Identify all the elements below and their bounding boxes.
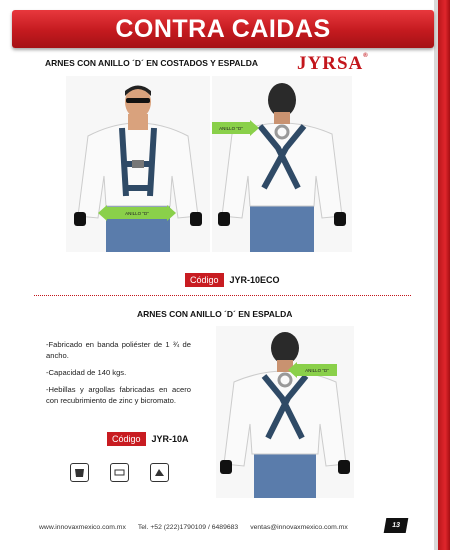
footer-phone: Tel. +52 (222)1790109 / 6489683: [137, 524, 239, 531]
worker-back-illustration-2: [216, 326, 354, 498]
feature-item: -Fabricado en banda poliéster de 1 ¾ de ancho.: [46, 340, 191, 360]
harness-back-only-photo: [216, 326, 354, 498]
d-ring-back-tag: ANILLO "D": [212, 120, 259, 136]
harness-front-photo: [66, 76, 210, 252]
section-divider: [34, 295, 411, 296]
d-ring-back-tag-2: ANILLO "D": [288, 362, 337, 378]
d-ring-sides-tag: ANILLO "D": [98, 205, 176, 221]
page-title: CONTRA CAIDAS: [115, 14, 331, 43]
feature-item: -Capacidad de 140 kgs.: [46, 368, 127, 377]
section1-title: ARNES CON ANILLO ´D´ EN COSTADOS Y ESPALDA: [45, 58, 258, 68]
code-label: Código: [185, 273, 224, 287]
feature-item: -Hebillas y argollas fabricadas en acero con recubrimiento de zinc y bicromato.: [46, 385, 191, 405]
page-number: 13: [384, 518, 409, 533]
section2-code: [107, 432, 189, 446]
footer-web[interactable]: www.innovaxmexico.com.mx: [39, 524, 126, 531]
code-value: JYR-10ECO: [229, 275, 280, 285]
certification-icons: [70, 463, 169, 482]
code-value: JYR-10A: [151, 434, 189, 444]
brand-logo: JYRSA®: [297, 53, 369, 74]
worker-front-illustration: [66, 76, 210, 252]
features-list: [46, 339, 191, 412]
code-label: Código: [107, 432, 146, 446]
certification-icon: [110, 463, 129, 482]
page-header: [12, 10, 434, 48]
glove-icon: [70, 463, 89, 482]
mexico-standard-icon: [150, 463, 169, 482]
section2-title: ARNES CON ANILLO ´D´ EN ESPALDA: [137, 309, 293, 319]
footer: [39, 524, 348, 531]
footer-email[interactable]: ventas@innovaxmexico.com.mx: [250, 524, 348, 531]
worker-back-illustration: [212, 76, 352, 252]
harness-back-photo: [212, 76, 352, 252]
section1-code: [185, 273, 280, 287]
side-bar: [438, 0, 450, 550]
